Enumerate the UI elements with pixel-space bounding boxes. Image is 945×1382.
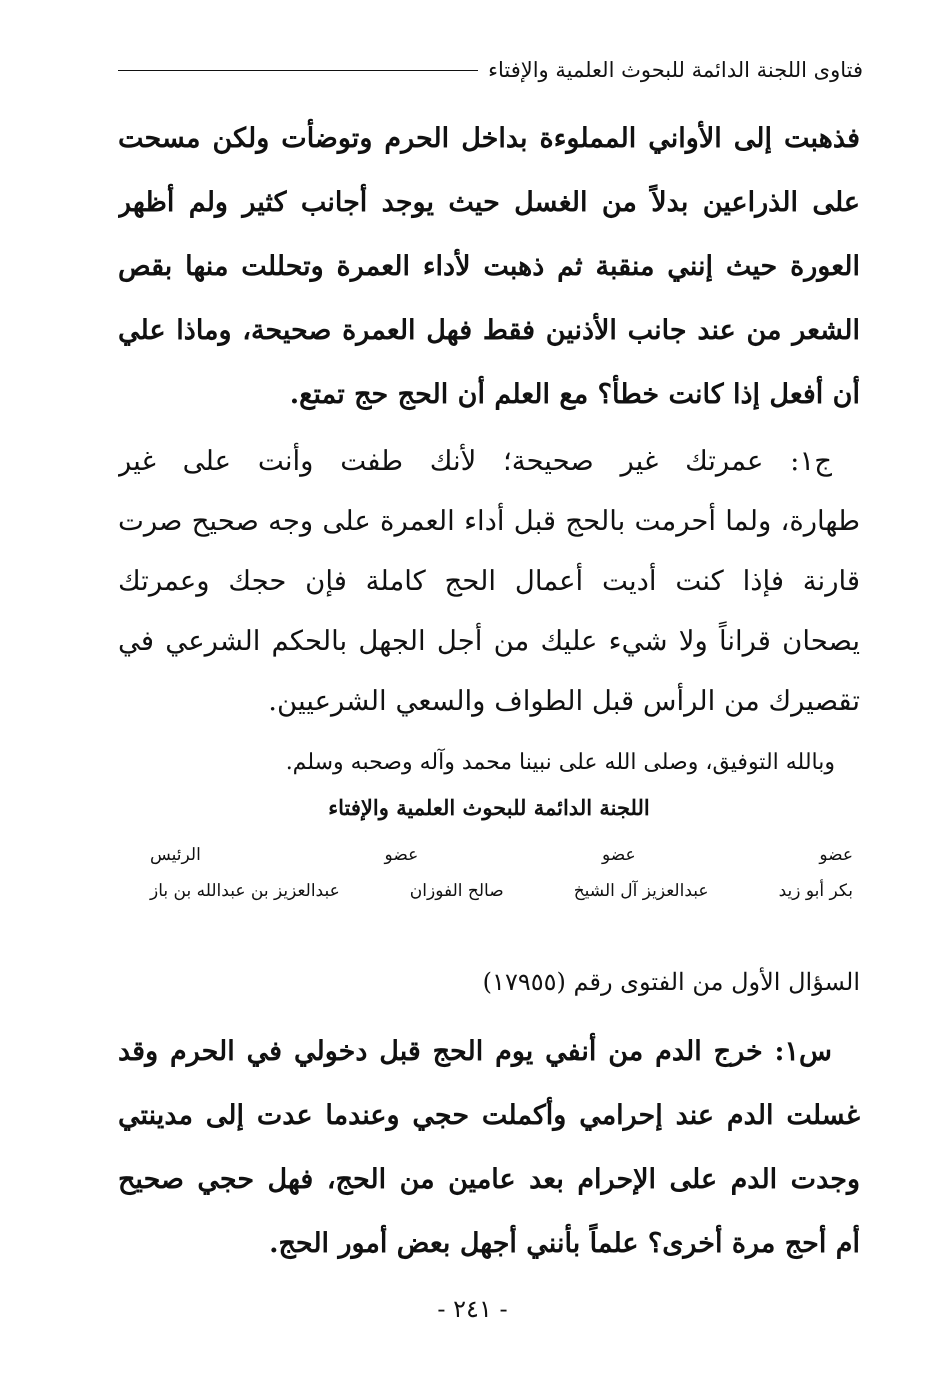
roles-row [150, 845, 853, 865]
header-rule [118, 70, 478, 71]
signatory-name: بكر أبو زيد [778, 881, 853, 901]
question-line: أم أحج مرة أخرى؟ علماً بأنني أجهل بعض أمور الحج. [269, 1228, 860, 1259]
signatory-name: عبدالعزيز بن عبدالله بن باز [150, 881, 340, 901]
signatory-name: عبدالعزيز آل الشيخ [573, 881, 709, 901]
header-title: فتاوى اللجنة الدائمة للبحوث العلمية والإفتاء [488, 58, 863, 82]
question-line: وجدت الدم على الإحرام بعد عامين من الحج، فهل حجي صحيح [118, 1164, 860, 1195]
names-row [150, 881, 853, 901]
answer-line: طهارة، ولما أحرمت بالحج قبل أداء العمرة على وجه صحيح صرت [118, 505, 860, 537]
running-header [118, 58, 863, 82]
role-member: عضو [601, 845, 636, 865]
question-continued [118, 107, 860, 427]
question-line: العورة حيث إنني منقبة ثم ذهبت لأداء العمرة وتحللت منها بقص [118, 251, 860, 282]
answer [118, 431, 860, 731]
answer-line: ج١: عمرتك غير صحيحة؛ لأنك طفت وأنت على غير [118, 445, 832, 477]
question-line: على الذراعين بدلاً من الغسل حيث يوجد أجانب كثير ولم أظهر [118, 187, 860, 218]
question-line: الشعر من عند جانب الأذنين فقط فهل العمرة صحيحة، وماذا علي [118, 315, 860, 346]
role-member: عضو [819, 845, 853, 865]
page-number: - ٢٤١ - [437, 1295, 508, 1323]
question-line: س١: خرج الدم من أنفي يوم الحج قبل دخولي في الحرم وقد [118, 1036, 832, 1067]
fatwa-heading: السؤال الأول من الفتوى رقم (١٧٩٥٥) [482, 968, 860, 996]
question-line: غسلت الدم عند إحرامي وأكملت حجي وعندما عدت إلى مدينتي [118, 1100, 860, 1131]
role-member: عضو [384, 845, 419, 865]
closing-prayer: وبالله التوفيق، وصلى الله على نبينا محمد وآله وصحبه وسلم. [285, 750, 835, 775]
question-new [118, 1020, 860, 1276]
committee-title: اللجنة الدائمة للبحوث العلمية والإفتاء [328, 795, 650, 820]
signatory-name: صالح الفوزان [409, 881, 504, 901]
answer-line: قارنة فإذا كنت أديت أعمال الحج كاملة فإن حجك وعمرتك [118, 565, 860, 597]
answer-line: تقصيرك من الرأس قبل الطواف والسعي الشرعيين. [268, 685, 860, 717]
answer-line: يصحان قراناً ولا شيء عليك من أجل الجهل بالحكم الشرعي في [118, 625, 860, 657]
question-line: أن أفعل إذا كانت خطأ؟ مع العلم أن الحج حج تمتع. [289, 379, 860, 410]
question-line: فذهبت إلى الأواني المملوءة بداخل الحرم وتوضأت ولكن مسحت [118, 123, 860, 154]
signatories [150, 845, 853, 901]
role-chairman: الرئيس [150, 845, 201, 865]
